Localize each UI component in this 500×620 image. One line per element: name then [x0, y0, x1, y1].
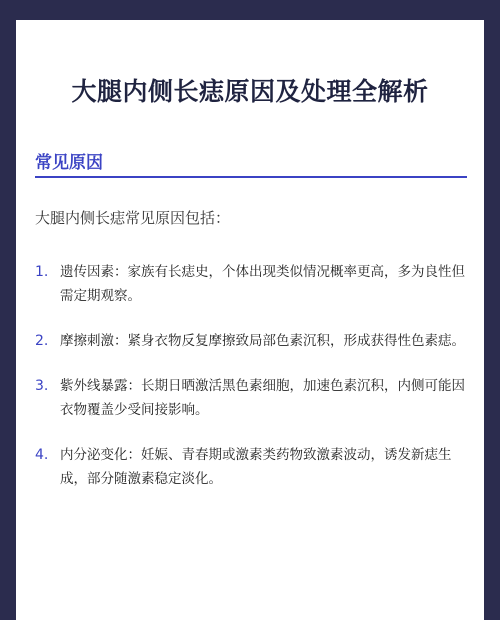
- list-item-number: 3.: [35, 378, 49, 394]
- list-item-number: 2.: [35, 333, 49, 349]
- list-item-text: 内分泌变化：妊娠、青春期或激素类药物致激素波动，诱发新痣生成，部分随激素稳定淡化。: [60, 447, 452, 487]
- list-item-text: 紫外线暴露：长期日晒激活黑色素细胞，加速色素沉积，内侧可能因衣物覆盖少受间接影响。: [60, 378, 465, 418]
- article-card: [16, 20, 484, 620]
- section-divider: [35, 176, 467, 178]
- section-intro: 大腿内侧长痣常见原因包括：: [35, 209, 231, 227]
- list-item: [35, 329, 465, 353]
- list-item-number: 4.: [35, 447, 49, 463]
- section-heading: 常见原因: [35, 153, 103, 173]
- cause-list: [35, 260, 465, 512]
- list-item-number: 1.: [35, 264, 49, 280]
- list-item: [35, 443, 465, 491]
- page-title: 大腿内侧长痣原因及处理全解析: [71, 77, 429, 106]
- list-item: [35, 374, 465, 422]
- list-item-text: 摩擦刺激：紧身衣物反复摩擦致局部色素沉积，形成获得性色素痣。: [60, 333, 465, 349]
- list-item-text: 遗传因素：家族有长痣史，个体出现类似情况概率更高，多为良性但需定期观察。: [60, 264, 465, 304]
- list-item: [35, 260, 465, 308]
